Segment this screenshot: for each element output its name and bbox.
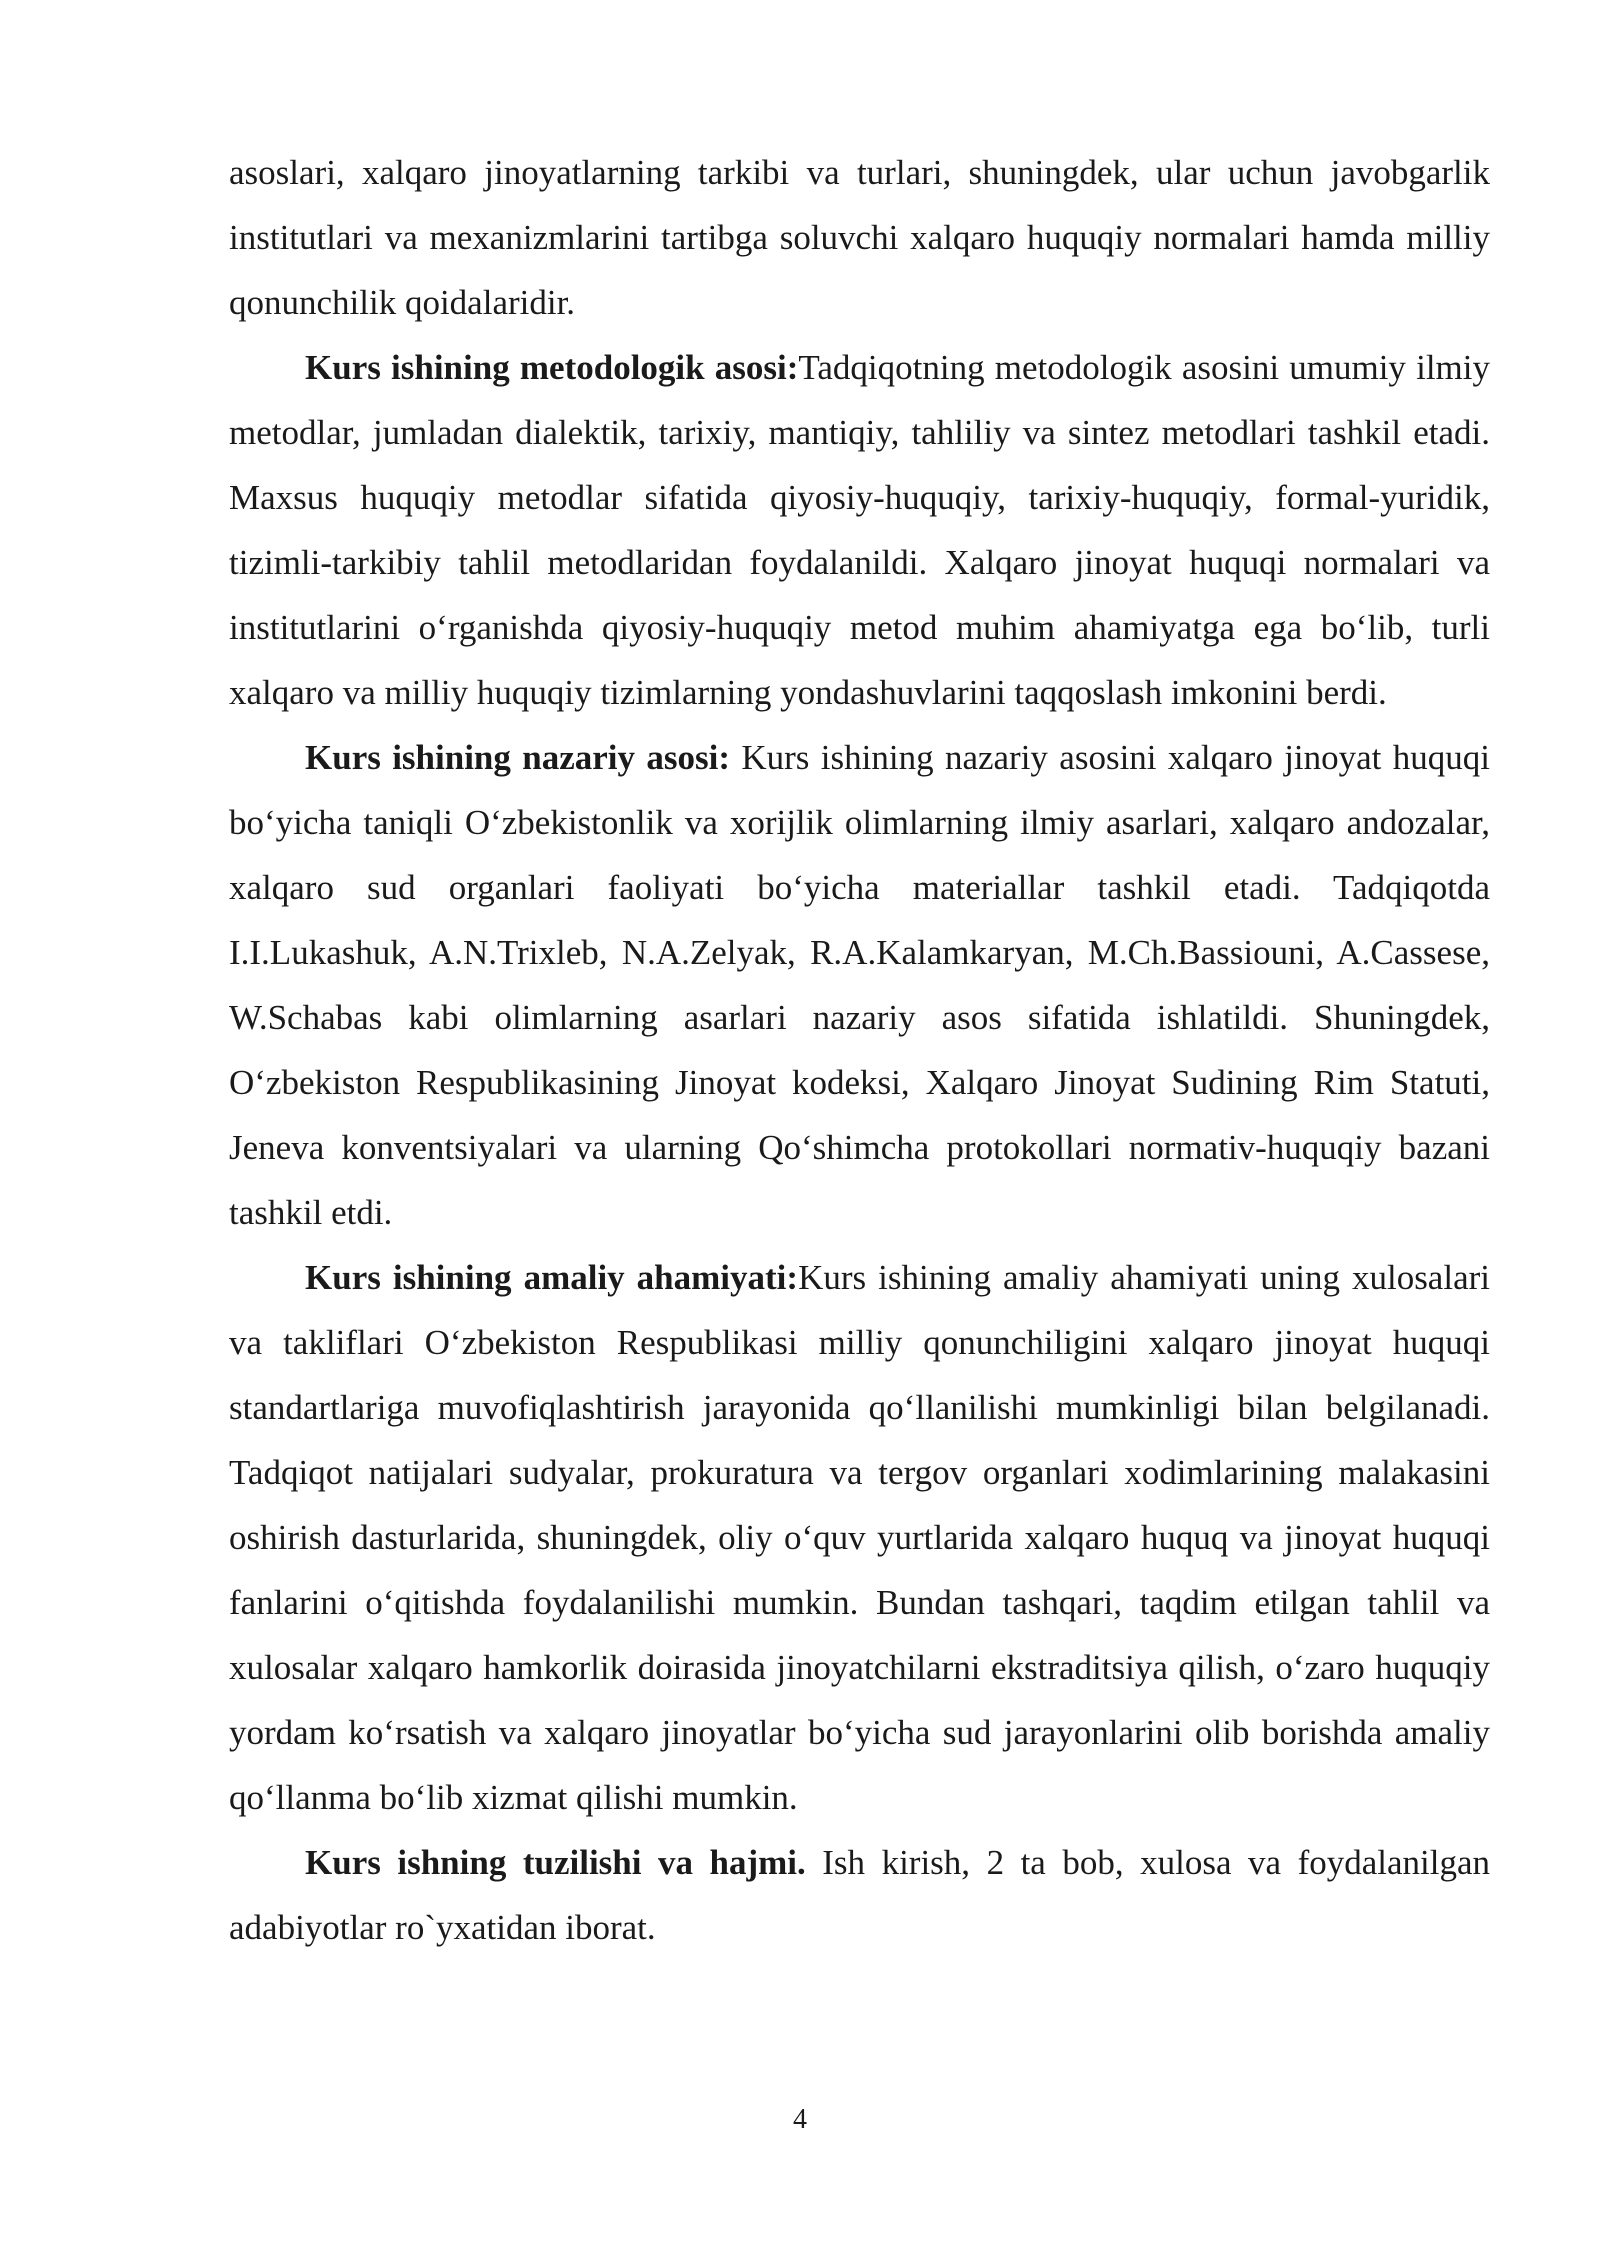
paragraph-heading: Kurs ishining nazariy asosi: — [305, 738, 731, 777]
paragraph-heading: Kurs ishining metodologik asosi: — [305, 348, 799, 387]
paragraph-text: Tadqiqotning metodologik asosini umumiy ilmiy metodlar, jumladan dialektik, tarixiy, mantiqiy, tahliliy va sintez metodlari tashkil etadi. Maxsus huquqiy metodlar sifatida qiyosiy-huquqiy, tarixiy-huquqiy, formal-yuridik, tizimli-tarkibiy tahlil metodlaridan foydalanildi. Xalqaro jinoyat huquqi normalari va institutlarini o‘rganishda qiyosiy-huquqiy metod muhim ahamiyatga ega bo‘lib, turli xalqaro va milliy huquqiy tizimlarning yondashuvlarini taqqoslash imkonini berdi. — [229, 348, 1490, 712]
paragraph-methodological-basis — [229, 335, 1490, 725]
paragraph-theoretical-basis — [229, 725, 1490, 1245]
paragraph-text: Kurs ishining amaliy ahamiyati uning xulosalari va takliflari O‘zbekiston Respublikasi milliy qonunchiligini xalqaro jinoyat huquqi standartlariga muvofiqlashtirish jarayonida qo‘llanilishi mumkinligi bilan belgilanadi. Tadqiqot natijalari sudyalar, prokuratura va tergov organlari xodimlarining malakasini oshirish dasturlarida, shuningdek, oliy o‘quv yurtlarida xalqaro huquq va jinoyat huquqi fanlarini o‘qitishda foydalanilishi mumkin. Bundan tashqari, taqdim etilgan tahlil va xulosalar xalqaro hamkorlik doirasida jinoyatchilarni ekstraditsiya qilish, o‘zaro huquqiy yordam ko‘rsatish va xalqaro jinoyatlar bo‘yicha sud jarayonlarini olib borishda amaliy qo‘llanma bo‘lib xizmat qilishi mumkin. — [229, 1258, 1490, 1817]
page-number: 4 — [793, 2104, 807, 2135]
paragraph-heading: Kurs ishning tuzilishi va hajmi. — [305, 1843, 806, 1882]
paragraph-text: Kurs ishining nazariy asosini xalqaro jinoyat huquqi bo‘yicha taniqli O‘zbekistonlik va xorijlik olimlarning ilmiy asarlari, xalqaro andozalar, xalqaro sud organlari faoliyati bo‘yicha materiallar tashkil etadi. Tadqiqotda I.I.Lukashuk, A.N.Trixleb, N.A.Zelyak, R.A.Kalamkaryan, M.Ch.Bassiouni, A.Cassese, W.Schabas kabi olimlarning asarlari nazariy asos sifatida ishlatildi. Shuningdek, O‘zbekiston Respublikasining Jinoyat kodeksi, Xalqaro Jinoyat Sudining Rim Statuti, Jeneva konventsiyalari va ularning Qo‘shimcha protokollari normativ-huquqiy bazani tashkil etdi. — [229, 738, 1490, 1232]
paragraph-heading: Kurs ishining amaliy ahamiyati: — [305, 1258, 799, 1297]
paragraph-text: asoslari, xalqaro jinoyatlarning tarkibi va turlari, shuningdek, ular uchun javobgarlik institutlari va mexanizmlarini tartibga soluvchi xalqaro huquqiy normalari hamda milliy qonunchilik qoidalaridir. — [229, 153, 1490, 322]
page-body — [229, 140, 1490, 1960]
paragraph-text: Ish kirish, 2 ta bob, xulosa va foydalanilgan adabiyotlar ro`yxatidan iborat. — [229, 1843, 1490, 1947]
paragraph-practical-significance — [229, 1245, 1490, 1830]
paragraph-object-of-study — [229, 140, 1490, 335]
paragraph-structure-and-volume — [229, 1830, 1490, 1960]
